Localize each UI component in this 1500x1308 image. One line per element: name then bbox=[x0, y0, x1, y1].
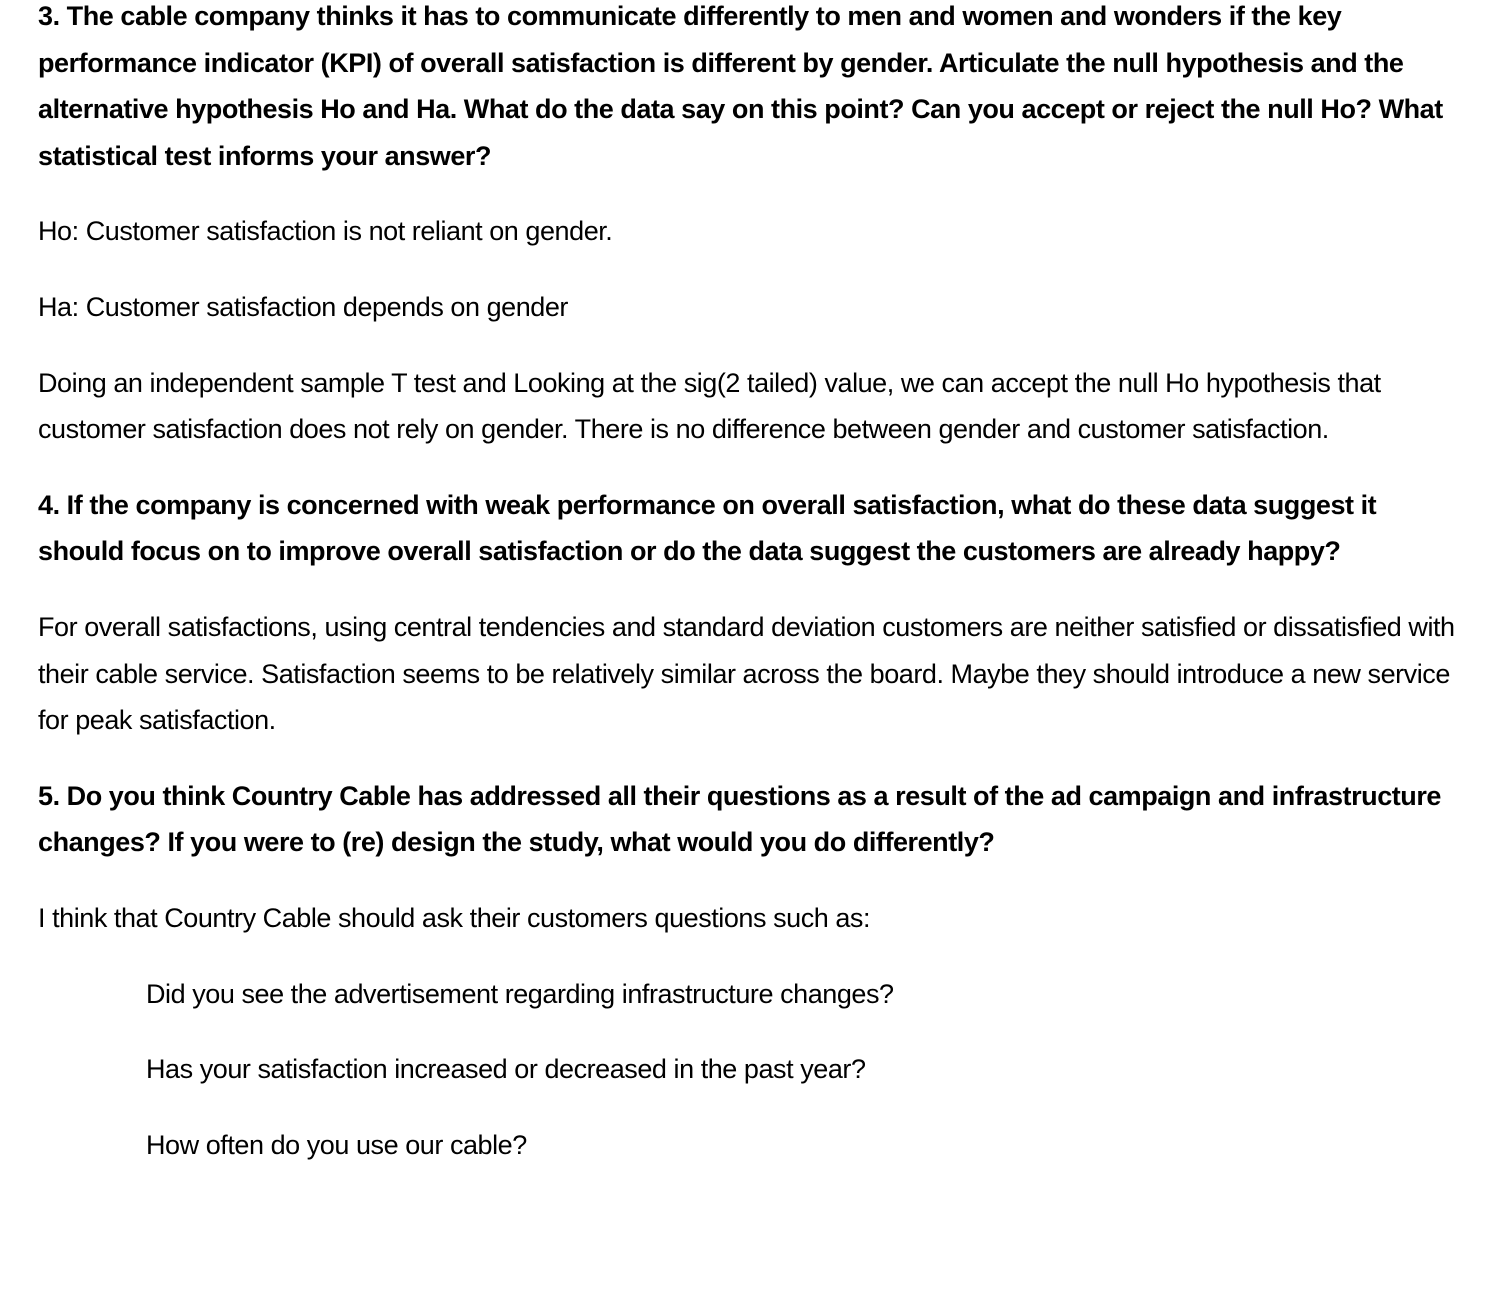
answer-3: Doing an independent sample T test and Looking at the sig(2 tailed) value, we can accept the null Ho hypothesis that customer satisfaction does not rely on gender. There is no difference between gender and customer satisfaction. bbox=[38, 367, 1381, 445]
alternative-hypothesis: Ha: Customer satisfaction depends on gender bbox=[38, 291, 568, 322]
document-page bbox=[38, 0, 1458, 1197]
suggested-question: How often do you use our cable? bbox=[146, 1129, 527, 1160]
answer-5-intro: I think that Country Cable should ask their customers questions such as: bbox=[38, 902, 871, 933]
question-3: 3. The cable company thinks it has to communicate differently to men and women and wonders if the key performance indicator (KPI) of overall satisfaction is different by gender. Articulate the null hypothesis and the alternative hypothesis Ho and Ha. What do the data say on this point? Can you accept or reject the null Ho? What statistical test informs your answer? bbox=[38, 1, 1443, 171]
null-hypothesis: Ho: Customer satisfaction is not reliant on gender. bbox=[38, 216, 613, 247]
suggested-question: Did you see the advertisement regarding infrastructure changes? bbox=[146, 978, 894, 1009]
question-4: 4. If the company is concerned with weak performance on overall satisfaction, what do these data suggest it should focus on to improve overall satisfaction or do the data suggest the customers are already happy? bbox=[38, 489, 1377, 567]
question-5: 5. Do you think Country Cable has addressed all their questions as a result of the ad campaign and infrastructure changes? If you were to (re) design the study, what would you do differently? bbox=[38, 780, 1441, 858]
answer-4: For overall satisfactions, using central tendencies and standard deviation customers are neither satisfied or dissatisfied with their cable service. Satisfaction seems to be relatively similar across the board. Maybe they should introduce a new service for peak satisfaction. bbox=[38, 611, 1455, 736]
suggested-question: Has your satisfaction increased or decreased in the past year? bbox=[146, 1054, 866, 1085]
